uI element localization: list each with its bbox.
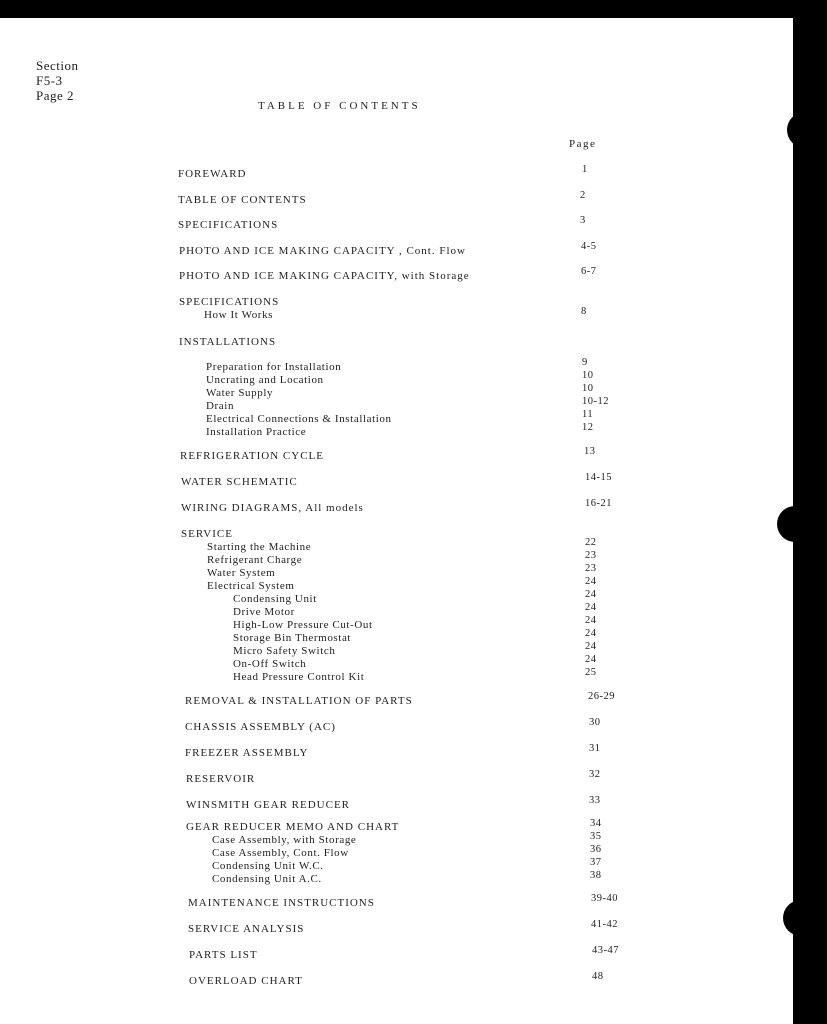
binder-hole <box>787 112 823 148</box>
toc-page-number: 35 <box>590 831 602 842</box>
toc-subentry: Water Supply <box>206 387 274 399</box>
toc-entry: REMOVAL & INSTALLATION OF PARTS <box>185 695 413 707</box>
toc-page-number: 4-5 <box>581 241 597 252</box>
toc-page-number: 13 <box>584 446 596 457</box>
toc-page-number: 34 <box>590 818 602 829</box>
toc-page-number: 24 <box>585 654 597 665</box>
toc-page-number: 25 <box>585 667 597 678</box>
toc-page-number: 23 <box>585 563 597 574</box>
toc-subentry: Preparation for Installation <box>206 361 342 373</box>
toc-page-number: 33 <box>589 795 601 806</box>
toc-subentry: Uncrating and Location <box>206 374 324 386</box>
toc-page-number: 6-7 <box>581 266 597 277</box>
toc-subentry: Case Assembly, with Storage <box>212 834 357 846</box>
toc-page-number: 8 <box>581 306 587 317</box>
toc-entry: OVERLOAD CHART <box>189 975 303 987</box>
toc-subentry: Condensing Unit W.C. <box>212 860 324 872</box>
toc-entry: TABLE OF CONTENTS <box>178 194 307 206</box>
toc-subentry: How It Works <box>204 309 274 321</box>
scan-border <box>808 0 827 1024</box>
toc-subentry: Condensing Unit <box>233 593 317 605</box>
toc-page-number: 37 <box>590 857 602 868</box>
toc-entry: CHASSIS ASSEMBLY (AC) <box>185 721 336 733</box>
toc-list <box>0 18 793 1024</box>
toc-page-number: 14-15 <box>585 472 612 483</box>
document-page <box>0 18 793 1024</box>
toc-subentry: Condensing Unit A.C. <box>212 873 322 885</box>
toc-subentry: Drain <box>206 400 235 412</box>
toc-page-number: 10 <box>582 383 594 394</box>
toc-entry: WATER SCHEMATIC <box>181 476 298 488</box>
toc-subentry: Starting the Machine <box>207 541 312 553</box>
toc-page-number: 11 <box>582 409 594 420</box>
toc-page-number: 16-21 <box>585 498 612 509</box>
toc-page-number: 24 <box>585 589 597 600</box>
binder-hole <box>777 506 813 542</box>
toc-subentry: Storage Bin Thermostat <box>233 632 352 644</box>
toc-subentry: On-Off Switch <box>233 658 307 670</box>
section-number: F5-3 <box>36 73 63 88</box>
toc-subentry: High-Low Pressure Cut-Out <box>233 619 373 631</box>
toc-page-number: 10-12 <box>582 396 609 407</box>
toc-page-number: 38 <box>590 870 602 881</box>
toc-entry: PARTS LIST <box>189 949 258 961</box>
toc-entry: SERVICE ANALYSIS <box>188 923 305 935</box>
toc-entry: GEAR REDUCER MEMO AND CHART <box>186 821 400 833</box>
toc-entry: MAINTENANCE INSTRUCTIONS <box>188 897 375 909</box>
toc-subentry: Micro Safety Switch <box>233 645 336 657</box>
toc-subentry: Case Assembly, Cont. Flow <box>212 847 349 859</box>
toc-page-number: 22 <box>585 537 597 548</box>
toc-page-number: 36 <box>590 844 602 855</box>
toc-page-number: 3 <box>580 215 586 226</box>
toc-page-number: 10 <box>582 370 594 381</box>
toc-page-number: 48 <box>592 971 604 982</box>
toc-entry: FREEZER ASSEMBLY <box>185 747 309 759</box>
toc-subentry: Installation Practice <box>206 426 307 438</box>
toc-page-number: 12 <box>582 422 594 433</box>
toc-page-number: 24 <box>585 628 597 639</box>
toc-entry: WIRING DIAGRAMS, All models <box>181 502 364 514</box>
toc-page-number: 26-29 <box>588 691 615 702</box>
toc-page-number: 24 <box>585 602 597 613</box>
toc-page-number: 41-42 <box>591 919 618 930</box>
toc-subentry: Water System <box>207 567 276 579</box>
toc-subentry: Refrigerant Charge <box>207 554 303 566</box>
toc-entry: SPECIFICATIONS <box>178 219 279 231</box>
toc-page-number: 1 <box>582 164 588 175</box>
page-number: Page 2 <box>36 88 75 103</box>
toc-page-number: 32 <box>589 769 601 780</box>
toc-page-number: 43-47 <box>592 945 619 956</box>
toc-entry: FOREWARD <box>178 168 247 180</box>
toc-page-number: 39-40 <box>591 893 618 904</box>
toc-page-number: 31 <box>589 743 601 754</box>
toc-entry: REFRIGERATION CYCLE <box>180 450 324 462</box>
toc-entry: PHOTO AND ICE MAKING CAPACITY, with Storage <box>179 270 470 282</box>
toc-entry: WINSMITH GEAR REDUCER <box>186 799 350 811</box>
toc-entry: SERVICE <box>181 528 233 540</box>
toc-page-number: 24 <box>585 576 597 587</box>
page-column-label: Page <box>569 138 597 150</box>
toc-entry: SPECIFICATIONS <box>179 296 280 308</box>
toc-title: TABLE OF CONTENTS <box>258 100 421 112</box>
toc-page-number: 23 <box>585 550 597 561</box>
toc-subentry: Head Pressure Control Kit <box>233 671 365 683</box>
toc-entry: PHOTO AND ICE MAKING CAPACITY , Cont. Flow <box>179 245 466 257</box>
toc-entry: RESERVOIR <box>186 773 256 785</box>
toc-page-number: 30 <box>589 717 601 728</box>
toc-page-number: 24 <box>585 615 597 626</box>
binder-hole <box>783 900 819 936</box>
section-label: Section <box>36 58 79 73</box>
toc-subentry: Electrical System <box>207 580 295 592</box>
toc-entry: INSTALLATIONS <box>179 336 277 348</box>
toc-page-number: 24 <box>585 641 597 652</box>
toc-page-number: 2 <box>580 190 586 201</box>
toc-page-number: 9 <box>582 357 588 368</box>
toc-subentry: Drive Motor <box>233 606 295 618</box>
toc-subentry: Electrical Connections & Installation <box>206 413 392 425</box>
